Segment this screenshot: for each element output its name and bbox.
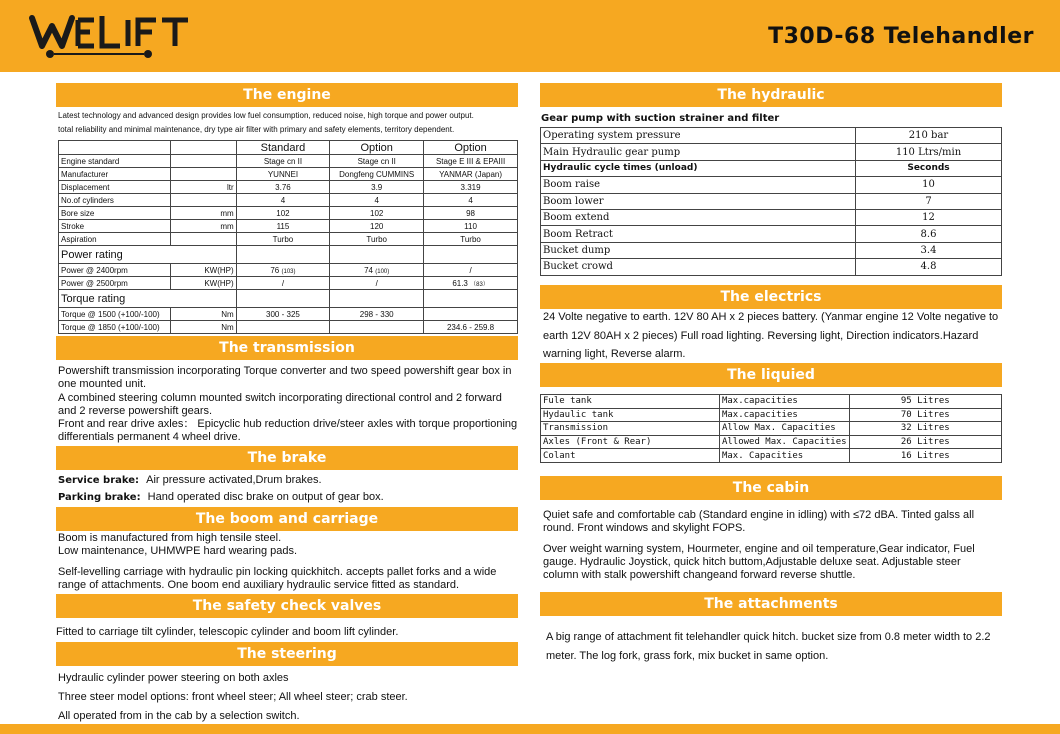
torque-rating-row [59, 290, 518, 308]
cell: Colant [541, 449, 720, 463]
table-row [541, 144, 1002, 160]
cell: 300 - 325 [236, 308, 330, 321]
document-title: T30D-68 Telehandler [768, 24, 1034, 49]
transmission-para-1: Powershift transmission incorporating Torque converter and two speed powershift gear box in one mounted unit. [58, 365, 512, 390]
electrics-line-1: 24 Volte negative to earth. 12V 80 AH x 2 pieces battery. (Yanmar engine 12 Volte negative to [543, 311, 999, 323]
cell: 102 [236, 207, 330, 220]
table-row [59, 264, 518, 277]
cell: 3.319 [424, 181, 518, 194]
row-label: Bucket dump [541, 242, 856, 258]
cell: 32 Litres [849, 422, 1001, 436]
cell [330, 321, 424, 334]
table-row [59, 207, 518, 220]
steering-line-1: Hydraulic cylinder power steering on both axles [58, 672, 289, 684]
cell: 26 Litres [849, 435, 1001, 449]
cell-value: 61.3 [452, 278, 468, 288]
table-row [59, 220, 518, 233]
row-unit [170, 155, 236, 168]
welift-logo [28, 10, 198, 60]
cell: 3.9 [330, 181, 424, 194]
cell: 4 [424, 194, 518, 207]
cell-value: / [469, 265, 472, 275]
cell: Axles (Front & Rear) [541, 435, 720, 449]
row-unit [170, 233, 236, 246]
table-row [541, 193, 1002, 209]
cell: 95 Litres [849, 395, 1001, 409]
cell: Turbo [236, 233, 330, 246]
row-label: Displacement [59, 181, 171, 194]
boom-line-2: Low maintenance, UHMWPE hard wearing pads. [58, 545, 298, 557]
table-row [541, 395, 1002, 409]
cell-note: (103) [281, 268, 296, 275]
electrics-line-2: earth 12V 80AH x 2 pieces) Full road lighting. Reversing light, Direction indicators.Hazard [543, 330, 979, 342]
boom-line-1: Boom is manufactured from high tensile steel. [58, 532, 282, 544]
cell: Turbo [330, 233, 424, 246]
cell: 3.76 [236, 181, 330, 194]
cell [236, 277, 330, 290]
row-label: Bore size [59, 207, 171, 220]
cell: 98 [424, 207, 518, 220]
row-label: Aspiration [59, 233, 171, 246]
table-row [59, 233, 518, 246]
cell: Fule tank [541, 395, 720, 409]
hydraulic-table [540, 127, 1002, 276]
table-row [541, 435, 1002, 449]
cell: Allowed Max. Capacities [719, 435, 849, 449]
service-brake-line [58, 474, 322, 487]
transmission-para-3: Front and rear drive axles： Epicyclic hub reduction drive/steer axles with torque proportioning differentials permanent 4 wheel drive. [58, 418, 518, 443]
cell: 7 [856, 193, 1002, 209]
cell: 120 [330, 220, 424, 233]
electrics-heading: The electrics [540, 285, 1002, 309]
row-label: Boom extend [541, 209, 856, 225]
table-row [59, 321, 518, 334]
attachments-line-2: meter. The log fork, grass fork, mix bucket in same option. [546, 650, 829, 662]
column-header: Standard [236, 141, 330, 155]
row-unit: mm [170, 207, 236, 220]
attachments-line-1: A big range of attachment fit telehandler quick hitch. bucket size from 0.8 meter width to 2.2 [546, 631, 991, 643]
cell [330, 277, 424, 290]
cell: Max.capacities [719, 395, 849, 409]
table-row [59, 181, 518, 194]
transmission-para-2: A combined steering column mounted switch incorporating directional control and 2 forward and 2 reverse powershift gears. [58, 392, 502, 417]
attachments-heading: The attachments [540, 592, 1002, 616]
cell: Hydaulic tank [541, 408, 720, 422]
hydraulic-subheading: Gear pump with suction strainer and filter [541, 113, 780, 124]
row-unit: KW(HP) [170, 277, 236, 290]
cell: 110 [424, 220, 518, 233]
cell [236, 321, 330, 334]
cell: Stage cn II [236, 155, 330, 168]
cell: Dongfeng CUMMINS [330, 168, 424, 181]
row-unit: Nm [170, 308, 236, 321]
row-label: Main Hydraulic gear pump [541, 144, 856, 160]
cell-value: 74 [364, 265, 374, 275]
cell: 102 [330, 207, 424, 220]
cell: 10 [856, 177, 1002, 193]
table-row [59, 277, 518, 290]
cell-value: 76 [270, 265, 280, 275]
cell: 210 bar [856, 128, 1002, 144]
boom-heading: The boom and carriage [56, 507, 518, 531]
row-unit: mm [170, 220, 236, 233]
service-brake-text: Air pressure activated,Drum brakes. [146, 474, 322, 486]
row-label: Power @ 2400rpm [59, 264, 171, 277]
cabin-para-2: Over weight warning system, Hourmeter, engine and oil temperature,Gear indicator, Fuel gauge. Hydraulic Joystick, quick hitch buttom,Adjustable deluxe seat. Adjustable steer column with stalk powershift changeand forward reverse shuttle. [543, 543, 975, 581]
cell-value: / [375, 278, 378, 288]
cell: YUNNEI [236, 168, 330, 181]
steering-heading: The steering [56, 642, 518, 666]
table-row [59, 308, 518, 321]
steering-line-3: All operated from in the cab by a selection switch. [58, 710, 300, 722]
cell-value: / [281, 278, 285, 288]
row-unit: KW(HP) [170, 264, 236, 277]
footer-bar [0, 724, 1060, 734]
table-row [541, 422, 1002, 436]
cycle-times-label: Hydraulic cycle times (unload) [541, 160, 856, 176]
engine-table [58, 140, 518, 334]
torque-rating-heading: Torque rating [59, 290, 237, 308]
row-label: Boom Retract [541, 226, 856, 242]
cell: Max.capacities [719, 408, 849, 422]
safety-text: Fitted to carriage tilt cylinder, telescopic cylinder and boom lift cylinder. [56, 626, 399, 638]
liquid-heading: The liquied [540, 363, 1002, 387]
engine-heading: The engine [56, 83, 518, 107]
row-label: Torque @ 1850 (+100/-100) [59, 321, 171, 334]
cell: 8.6 [856, 226, 1002, 242]
row-unit [170, 168, 236, 181]
boom-para-2: Self-levelling carriage with hydraulic pin locking quickhitch. accepts pallet forks and a wide range of attachments. One boom end auxiliary hydraulic service fitted as standard. [58, 566, 497, 591]
row-label: Power @ 2500rpm [59, 277, 171, 290]
table-row [541, 209, 1002, 225]
parking-brake-label: Parking brake: [58, 492, 141, 503]
table-row [541, 449, 1002, 463]
cell: 115 [236, 220, 330, 233]
cell: 16 Litres [849, 449, 1001, 463]
cell [424, 277, 518, 290]
transmission-heading: The transmission [56, 336, 518, 360]
cell: Stage cn II [330, 155, 424, 168]
cell-note: （83） [470, 281, 489, 288]
cell: 298 - 330 [330, 308, 424, 321]
engine-intro-line2: total reliability and minimal maintenance, dry type air filter with primary and safety elements, territory dependent. [58, 125, 455, 134]
cell: 3.4 [856, 242, 1002, 258]
row-label: Boom lower [541, 193, 856, 209]
cell: YANMAR (Japan) [424, 168, 518, 181]
table-row [541, 259, 1002, 275]
parking-brake-line [58, 491, 384, 504]
cell: 12 [856, 209, 1002, 225]
electrics-line-3: warning light, Reverse alarm. [543, 348, 686, 360]
header-bar [0, 0, 1060, 72]
service-brake-label: Service brake: [58, 475, 140, 486]
row-label: Boom raise [541, 177, 856, 193]
cell: Turbo [424, 233, 518, 246]
power-rating-heading: Power rating [59, 246, 237, 264]
power-rating-row [59, 246, 518, 264]
hydraulic-heading: The hydraulic [540, 83, 1002, 107]
cell: Max. Capacities [719, 449, 849, 463]
cell: 4.8 [856, 259, 1002, 275]
cell: 110 Ltrs/min [856, 144, 1002, 160]
cabin-para-1: Quiet safe and comfortable cab (Standard engine in idling) with ≤72 dBA. Tinted galss all round. Front windows and skylight FOPS. [543, 509, 975, 534]
cell: 234.6 - 259.8 [424, 321, 518, 334]
cell: 4 [330, 194, 424, 207]
cell: Allow Max. Capacities [719, 422, 849, 436]
table-row [541, 408, 1002, 422]
cell: 70 Litres [849, 408, 1001, 422]
brake-heading: The brake [56, 446, 518, 470]
cell-note: (100) [375, 268, 390, 275]
row-unit: Nm [170, 321, 236, 334]
cell: Stage E III & EPAIII [424, 155, 518, 168]
cell [236, 264, 330, 277]
table-row [541, 242, 1002, 258]
row-label: Stroke [59, 220, 171, 233]
table-row [59, 155, 518, 168]
table-row [59, 194, 518, 207]
engine-intro-line1: Latest technology and advanced design provides low fuel consumption, reduced noise, high torque and power output. [58, 111, 474, 120]
table-row [541, 177, 1002, 193]
cycle-times-unit: Seconds [856, 160, 1002, 176]
row-unit: ltr [170, 181, 236, 194]
cell: Transmission [541, 422, 720, 436]
row-label: Manufacturer [59, 168, 171, 181]
row-label: Operating system pressure [541, 128, 856, 144]
cell [424, 264, 518, 277]
parking-brake-text: Hand operated disc brake on output of gear box. [147, 491, 384, 503]
cycle-times-header-row [541, 160, 1002, 176]
steering-line-2: Three steer model options: front wheel steer; All wheel steer; crab steer. [58, 691, 408, 703]
column-header: Option [330, 141, 424, 155]
row-unit [170, 194, 236, 207]
table-row [59, 168, 518, 181]
safety-heading: The safety check valves [56, 594, 518, 618]
row-label: Torque @ 1500 (+100/-100) [59, 308, 171, 321]
row-label: No.of cylinders [59, 194, 171, 207]
column-header: Option [424, 141, 518, 155]
table-row [541, 226, 1002, 242]
table-row [541, 128, 1002, 144]
row-label: Bucket crowd [541, 259, 856, 275]
cabin-heading: The cabin [540, 476, 1002, 500]
cell: 4 [236, 194, 330, 207]
row-label: Engine standard [59, 155, 171, 168]
cell [330, 264, 424, 277]
liquid-table [540, 394, 1002, 463]
engine-table-header [59, 141, 518, 155]
cell [424, 308, 518, 321]
